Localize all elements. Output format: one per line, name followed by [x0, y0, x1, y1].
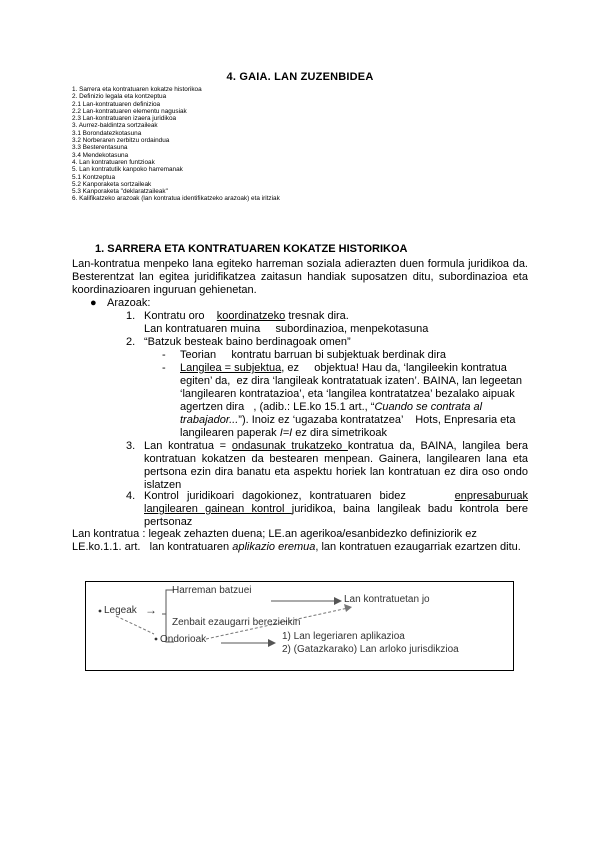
item-2b-line4	[180, 401, 528, 414]
diagram-harreman: Harreman batzuei	[172, 585, 252, 596]
item-2b-quote-end: trabajador...	[180, 414, 239, 426]
item-3-underlined: ondasunak trukatzeko	[231, 440, 348, 452]
toc-item: 1. Sarrera eta kontratuaren kokatze historikoa	[72, 86, 202, 93]
item-1-underlined: koordinatzeko	[216, 310, 286, 322]
item-4-post: juridikoa, baina langileak badu kontrola bere pertsonaz	[144, 503, 528, 528]
diagram-output-1: 1) Lan legeriaren aplikazioa	[282, 631, 405, 642]
intro-paragraph: Lan-kontratua menpeko lana egiteko harreman soziala adierazten duen formula juridikoa da. Besterentzat lan egitea juridifikatzea zaitasun handiak suposatzen ditu, subordinazioa eta koordinazioaren inguruan gehienetan.	[72, 258, 528, 296]
dot-icon	[99, 610, 102, 613]
toc-item: 3.2 Norberaren zerbitzu ordaindua	[72, 137, 170, 145]
section-heading: 1. SARRERA ETA KONTRATUAREN KOKATZE HISTORIKOA	[95, 243, 408, 255]
item-number: 1.	[126, 310, 136, 322]
closing-text-b: , lan kontratuen ezaugarriak ezartzen ditu.	[315, 541, 521, 553]
item-2b-line6	[180, 427, 528, 440]
diagram-legeak: Legeak	[104, 605, 137, 616]
dash-marker: -	[162, 349, 166, 361]
item-4-text	[144, 490, 528, 529]
item-2b-line3: ‘langilearen kontratazioa’, eta ‘langilea kontratatzea’ bezalako aipuak	[180, 388, 515, 400]
diagram-ondorioak: Ondorioak	[160, 634, 207, 645]
item-number: 2.	[126, 336, 136, 348]
item-2b-text4: agertzen dira , (adib.: LE.ko 15.1 art., “	[180, 401, 375, 413]
item-2b-symbol: I=I	[279, 427, 293, 439]
arrow-head-icon	[334, 597, 342, 605]
toc-item: 2.3 Lan-kontratuaren izaera juridikoa	[72, 115, 177, 123]
dot-icon	[155, 638, 158, 641]
dashed-arrow-head-icon	[344, 604, 352, 612]
concept-diagram	[85, 581, 514, 671]
item-1-pre: Kontratu oro	[144, 310, 217, 322]
toc-item: 3.1 Borondatezkotasuna	[72, 129, 142, 137]
item-4-pre: Kontrol juridikoari dagokionez, kontratuaren bidez	[144, 490, 455, 502]
diagram-lan-kontratuetan: Lan kontratuetan jo	[344, 594, 430, 605]
closing-line-1: Lan kontratua : legeak zehazten duena; LE.an agerikoa/esanbidezko definiziorik ez	[72, 528, 477, 540]
toc-item: 5.2 Kanporaketa sortzaileak	[72, 180, 152, 188]
toc-item: 2.2 Lan-kontratuaren elementu nagusiak	[72, 107, 187, 115]
closing-text-a: LE.ko.1.1. art. lan kontratuaren	[72, 541, 233, 553]
dashed-connector	[116, 616, 154, 634]
item-2b-text1: , ez objektua! Hau da, ‘langileekin kontratua	[281, 362, 507, 374]
toc-item: 3. Aurrez-baldintza sortzaileak	[72, 122, 158, 130]
diagram-output-2: 2) (Gatazkarako) Lan arloko jurisdikzioa	[282, 644, 459, 655]
bullet-icon: ●	[90, 297, 97, 309]
toc-item: 5.3 Kanporaketa "deklaratzaileak"	[72, 188, 168, 196]
item-4-underlined: enpresaburuak langilearen gainean kontrol	[144, 490, 528, 515]
toc-item: 5.1 Kontzeptua	[72, 173, 115, 181]
output-arrow-head-icon	[268, 639, 276, 647]
closing-paragraph	[72, 541, 528, 554]
item-number: 4.	[126, 490, 136, 502]
item-1-line2: Lan kontratuaren muina subordinazioa, menpekotasuna	[144, 323, 429, 335]
item-2b-text6-end: ez dira simetrikoak	[292, 427, 387, 439]
item-2a-text: Teorian kontratu barruan bi subjektuak berdinak dira	[180, 349, 446, 361]
item-2b-quote: Cuando se contrata al	[374, 401, 483, 413]
item-3-text	[144, 440, 528, 492]
toc-item: 5. Lan kontratutik kanpoko harremanak	[72, 166, 183, 174]
item-3-pre: Lan kontratua =	[144, 440, 232, 452]
closing-emphasis: aplikazio eremua	[232, 541, 316, 553]
item-2b-text5: ”). Inoiz ez ‘ugazaba kontratatzea’ Hots, Enpresaria eta	[238, 414, 516, 426]
toc-item: 3.3 Besterentasuna	[72, 144, 128, 152]
item-1-text	[144, 310, 349, 323]
toc-item: 2.1 Lan-kontratuaren definizioa	[72, 100, 161, 108]
toc-item: 2. Definizio legala eta kontzeptua	[72, 93, 167, 101]
toc-item: 6. Kalifikatzeko arazoak (lan kontratua identifikatzeko arazoak) eta iritziak	[72, 195, 280, 203]
diagram-lines	[86, 582, 515, 672]
item-2b-line5	[180, 414, 528, 427]
table-of-contents	[72, 86, 532, 203]
toc-item: 4. Lan kontratuaren funtzioak	[72, 158, 155, 166]
item-2b-text6: langilearen paperak	[180, 427, 280, 439]
item-1-post: tresnak dira.	[285, 310, 349, 322]
item-3-post: kontratua da, BAINA, langilea bera kontratuan kokatzen da bestearen menpean. Gainera, langilearen lana eta pertsona ezin dira banatu eta aspektu horiek lan kontratuan ez dira oso ondo islatzen	[144, 440, 529, 491]
toc-item: 3.4 Mendekotasuna	[72, 151, 129, 159]
item-2-text: “Batzuk besteak baino berdinagoak omen”	[144, 336, 351, 348]
dash-marker: -	[162, 362, 166, 374]
item-number: 3.	[126, 440, 136, 452]
item-2b-underlined: Langilea = subjektua	[180, 362, 282, 374]
page-title: 4. GAIA. LAN ZUZENBIDEA	[226, 71, 374, 83]
diagram-arrow-icon: →	[145, 603, 157, 617]
item-2b-line1	[180, 362, 528, 375]
bullet-label: Arazoak:	[107, 297, 151, 309]
item-2b-line2: egiten’ da, ez dira ‘langileak kontratatuak izaten’. BAINA, lan legeetan	[180, 375, 523, 387]
diagram-ezaugarri: Zenbait ezaugarri berezieikin	[172, 617, 301, 628]
